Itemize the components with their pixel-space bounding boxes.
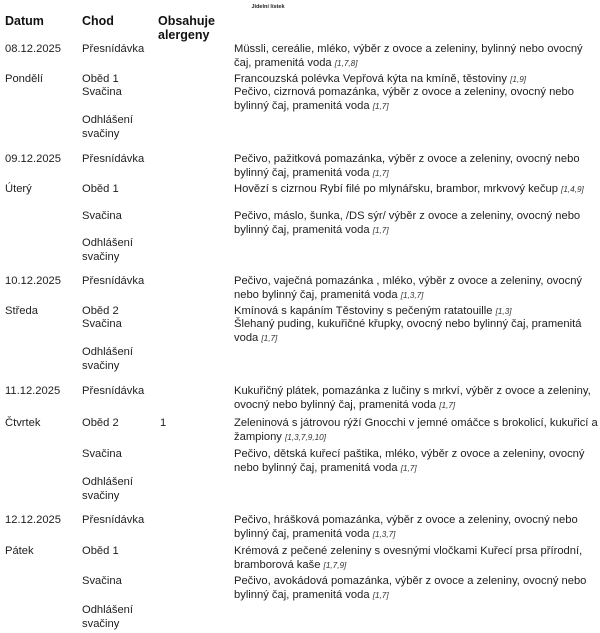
menu-item [234, 448, 598, 475]
day-date: 09.12.2025 [5, 153, 61, 165]
allergen-codes: [1,3,7] [372, 529, 396, 539]
menu-desc: Zeleninová s játrovou rýží Gnocchi v jemné omáčce s brokolicí, kukuřicí a žampiony [234, 417, 598, 443]
menu-desc: Pečivo, vaječná pomazánka , mléko, výběr z ovoce a zeleniny, ovocný nebo bylinný čaj, pramenitá voda [234, 275, 583, 301]
course-snack-am: Přesnídávka [82, 43, 145, 55]
menu-item [234, 153, 598, 180]
cancel-snack-link[interactable]: Odhlášení svačiny [82, 476, 133, 502]
course-snack-am: Přesnídávka [82, 514, 145, 526]
cancel-snack-link[interactable]: Odhlášení svačiny [82, 346, 133, 372]
menu-desc: Müssli, cereálie, mléko, výběr z ovoce a zeleniny, bylinný nebo ovocný čaj, pramenitá voda [234, 43, 583, 69]
menu-desc: Pečivo, hrášková pomazánka, výběr z ovoce a zeleniny, ovocný nebo bylinný čaj, pramenitá voda [234, 514, 578, 540]
allergen-codes: [1,7] [400, 463, 417, 473]
page-title: Jídelní lístek [251, 4, 285, 10]
allergen-codes: [1,7] [439, 400, 456, 410]
course-snack-am: Přesnídávka [82, 153, 145, 165]
course-snack-pm: Svačina [82, 575, 122, 587]
allergen-codes: [1,7] [372, 168, 389, 178]
menu-item [234, 43, 598, 70]
menu-desc: Pečivo, cizrnová pomazánka, výběr z ovoce a zeleniny, ovocný nebo bylinný čaj, pramenitá voda [234, 86, 574, 112]
day-weekday: Pátek [5, 545, 34, 557]
menu-item [234, 545, 598, 572]
course-snack-am: Přesnídávka [82, 275, 145, 287]
menu-desc: Pečivo, avokádová pomazánka, výběr z ovoce a zeleniny, ovocný nebo bylinný čaj, pramenitá voda [234, 575, 587, 601]
cancel-snack-link[interactable]: Odhlášení svačiny [82, 604, 133, 630]
menu-desc: Pečivo, pažitková pomazánka, výběr z ovoce a zeleniny, ovocný nebo bylinný čaj, pramenitá voda [234, 153, 580, 179]
course-lunch: Oběd 1 [82, 73, 119, 85]
course-snack-pm: Svačina [82, 318, 122, 330]
menu-desc: Pečivo, máslo, šunka, /DS sýr/ výběr z ovoce a zeleniny, ovocný nebo bylinný čaj, pramenitá voda [234, 210, 581, 236]
day-date: 08.12.2025 [5, 43, 61, 55]
cancel-snack-link[interactable]: Odhlášení svačiny [82, 114, 133, 140]
course-lunch: Oběd 2 [82, 417, 119, 429]
allergen-codes: [1,7] [372, 225, 389, 235]
allergen-codes: [1,7] [372, 101, 389, 111]
menu-desc: Krémová z pečené zeleniny s ovesnými vločkami Kuřecí prsa přírodní, bramborová kaše [234, 545, 583, 571]
course-snack-pm: Svačina [82, 448, 122, 460]
menu-item [234, 73, 598, 87]
menu-item [234, 385, 598, 412]
day-date: 10.12.2025 [5, 275, 61, 287]
allergen-codes: [1,3] [495, 307, 512, 316]
menu-item [234, 318, 598, 345]
menu-desc: Kukuřičný plátek, pomazánka z lučiny s mrkví, výběr z ovoce a zeleniny, ovocný nebo bylinný čaj, pramenitá voda [234, 385, 591, 411]
menu-item [234, 514, 598, 541]
menu-item [234, 210, 598, 237]
allergen-codes: [1,9] [510, 75, 527, 84]
menu-desc: Pečivo, dětská kuřecí paštika, mléko, výběr z ovoce a zeleniny, ovocný nebo bylinný čaj, pramenitá voda [234, 448, 585, 474]
header-datum: Datum [5, 14, 44, 28]
course-lunch: Oběd 1 [82, 545, 119, 557]
day-date: 11.12.2025 [5, 385, 61, 397]
menu-item [234, 417, 598, 444]
allergen-codes: [1,3,7] [400, 290, 424, 300]
allergen-codes: [1,7,9] [323, 560, 347, 570]
lunch-contains: 1 [160, 417, 167, 429]
menu-desc: Kmínová s kapáním Těstoviny s pečeným ratatouille [234, 305, 493, 317]
allergen-codes: [1,3,7,9,10] [285, 432, 326, 442]
course-lunch: Oběd 1 [82, 183, 119, 195]
course-lunch: Oběd 2 [82, 305, 119, 317]
course-snack-pm: Svačina [82, 210, 122, 222]
day-date: 12.12.2025 [5, 514, 61, 526]
cancel-snack-link[interactable]: Odhlášení svačiny [82, 237, 133, 263]
day-weekday: Středa [5, 305, 38, 317]
menu-item [234, 305, 598, 319]
menu-desc: Francouzská polévka Vepřová kýta na kmíně, těstoviny [234, 73, 507, 85]
menu-desc: Šlehaný puding, kukuřičné křupky, ovocný nebo bylinný čaj, pramenitá voda [234, 318, 582, 344]
course-snack-am: Přesnídávka [82, 385, 145, 397]
day-weekday: Čtvrtek [5, 417, 41, 429]
header-alergeny: Obsahuje alergeny [158, 14, 215, 42]
allergen-codes: [1,7] [372, 590, 389, 600]
menu-item [234, 183, 598, 197]
menu-item [234, 575, 598, 602]
day-weekday: Úterý [5, 183, 32, 195]
allergen-codes: [1,7] [261, 333, 278, 343]
allergen-codes: [1,4,9] [561, 185, 584, 194]
day-weekday: Pondělí [5, 73, 43, 85]
menu-desc: Hovězí s cizrnou Rybí filé po mlynářsku, brambor, mrkvový kečup [234, 183, 558, 195]
course-snack-pm: Svačina [82, 86, 122, 98]
allergen-codes: [1,7,8] [334, 58, 358, 68]
menu-item [234, 275, 598, 302]
menu-item [234, 86, 598, 113]
header-chod: Chod [82, 14, 114, 28]
